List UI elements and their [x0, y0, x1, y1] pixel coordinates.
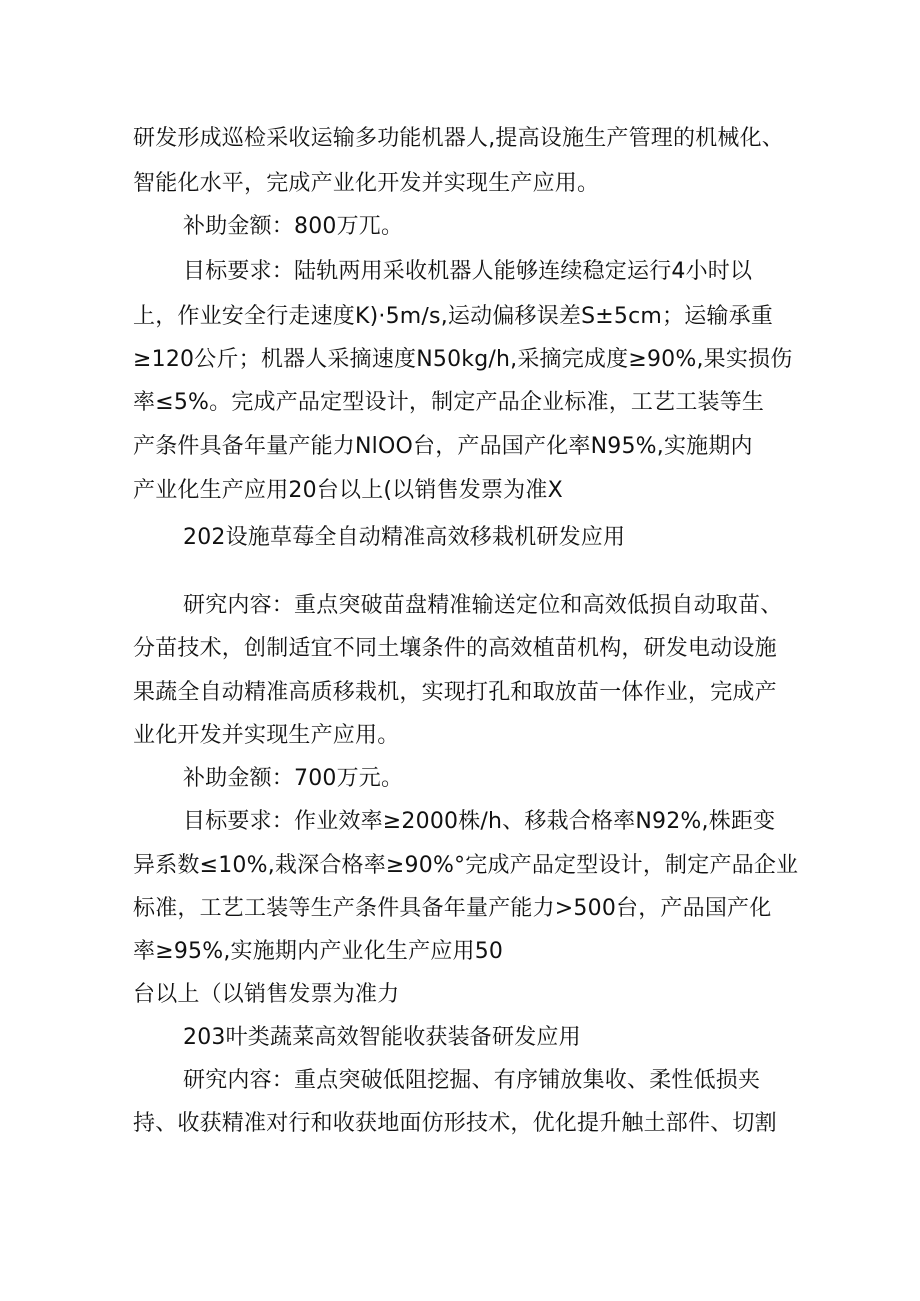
paragraph-line: 研发形成巡检采收运输多功能机器人,提高设施生产管理的机械化、 [133, 126, 784, 151]
paragraph-line: 研究内容：重点突破苗盘精准输送定位和高效低损自动取苗、 [183, 593, 783, 618]
paragraph-line: 智能化水平，完成产业化开发并实现生产应用。 [133, 171, 600, 196]
paragraph-line: 产业化生产应用20台以上(以销售发票为准X [133, 478, 563, 503]
paragraph-line: ≥120公斤；机器人采摘速度N50kg/h,采摘完成度≥90%,果实损伤 [133, 347, 793, 372]
paragraph-line: 目标要求：作业效率≥2000株/h、移栽合格率N92%,株距变 [183, 809, 776, 834]
paragraph-line: 目标要求：陆轨两用采收机器人能够连续稳定运行4小时以 [183, 259, 753, 284]
paragraph-line: 上，作业安全行走速度K)·5m∕s,运动偏移误差S±5cm；运输承重 [133, 304, 774, 329]
paragraph-line: 率≤5%。完成产品定型设计，制定产品企业标准，工艺工装等生 [133, 390, 765, 415]
paragraph-line: 业化开发并实现生产应用。 [133, 723, 400, 748]
paragraph-line: 研究内容：重点突破低阻挖掘、有序铺放集收、柔性低损夹 [183, 1068, 761, 1093]
paragraph-line: 台以上（以销售发票为准力 [133, 982, 400, 1007]
section-heading-203: 203叶类蔬菜高效智能收获装备研发应用 [183, 1025, 581, 1050]
paragraph-line: 异系数≤10%,栽深合格率≥90%°完成产品定型设计，制定产品企业 [133, 853, 799, 878]
subsidy-amount-line: 补助金额：800万兀。 [183, 214, 404, 239]
paragraph-line: 产条件具备年量产能力NlOO台，产品国产化率N95%,实施期内 [133, 434, 753, 459]
paragraph-line: 率≥95%,实施期内产业化生产应用50 [133, 939, 504, 964]
paragraph-line: 分苗技术，创制适宜不同土壤条件的高效植苗机构，研发电动设施 [133, 636, 777, 661]
paragraph-line: 标准，工艺工装等生产条件具备年量产能力>500台，产品国产化 [133, 896, 772, 921]
section-heading-202: 202设施草莓全自动精准高效移栽机研发应用 [183, 525, 626, 550]
paragraph-line: 持、收获精准对行和收获地面仿形技术，优化提升触土部件、切割 [133, 1111, 777, 1136]
subsidy-amount-line: 补助金额：700万元。 [183, 766, 404, 791]
paragraph-line: 果蔬全自动精准高质移栽机，实现打孔和取放苗一体作业，完成产 [133, 680, 777, 705]
